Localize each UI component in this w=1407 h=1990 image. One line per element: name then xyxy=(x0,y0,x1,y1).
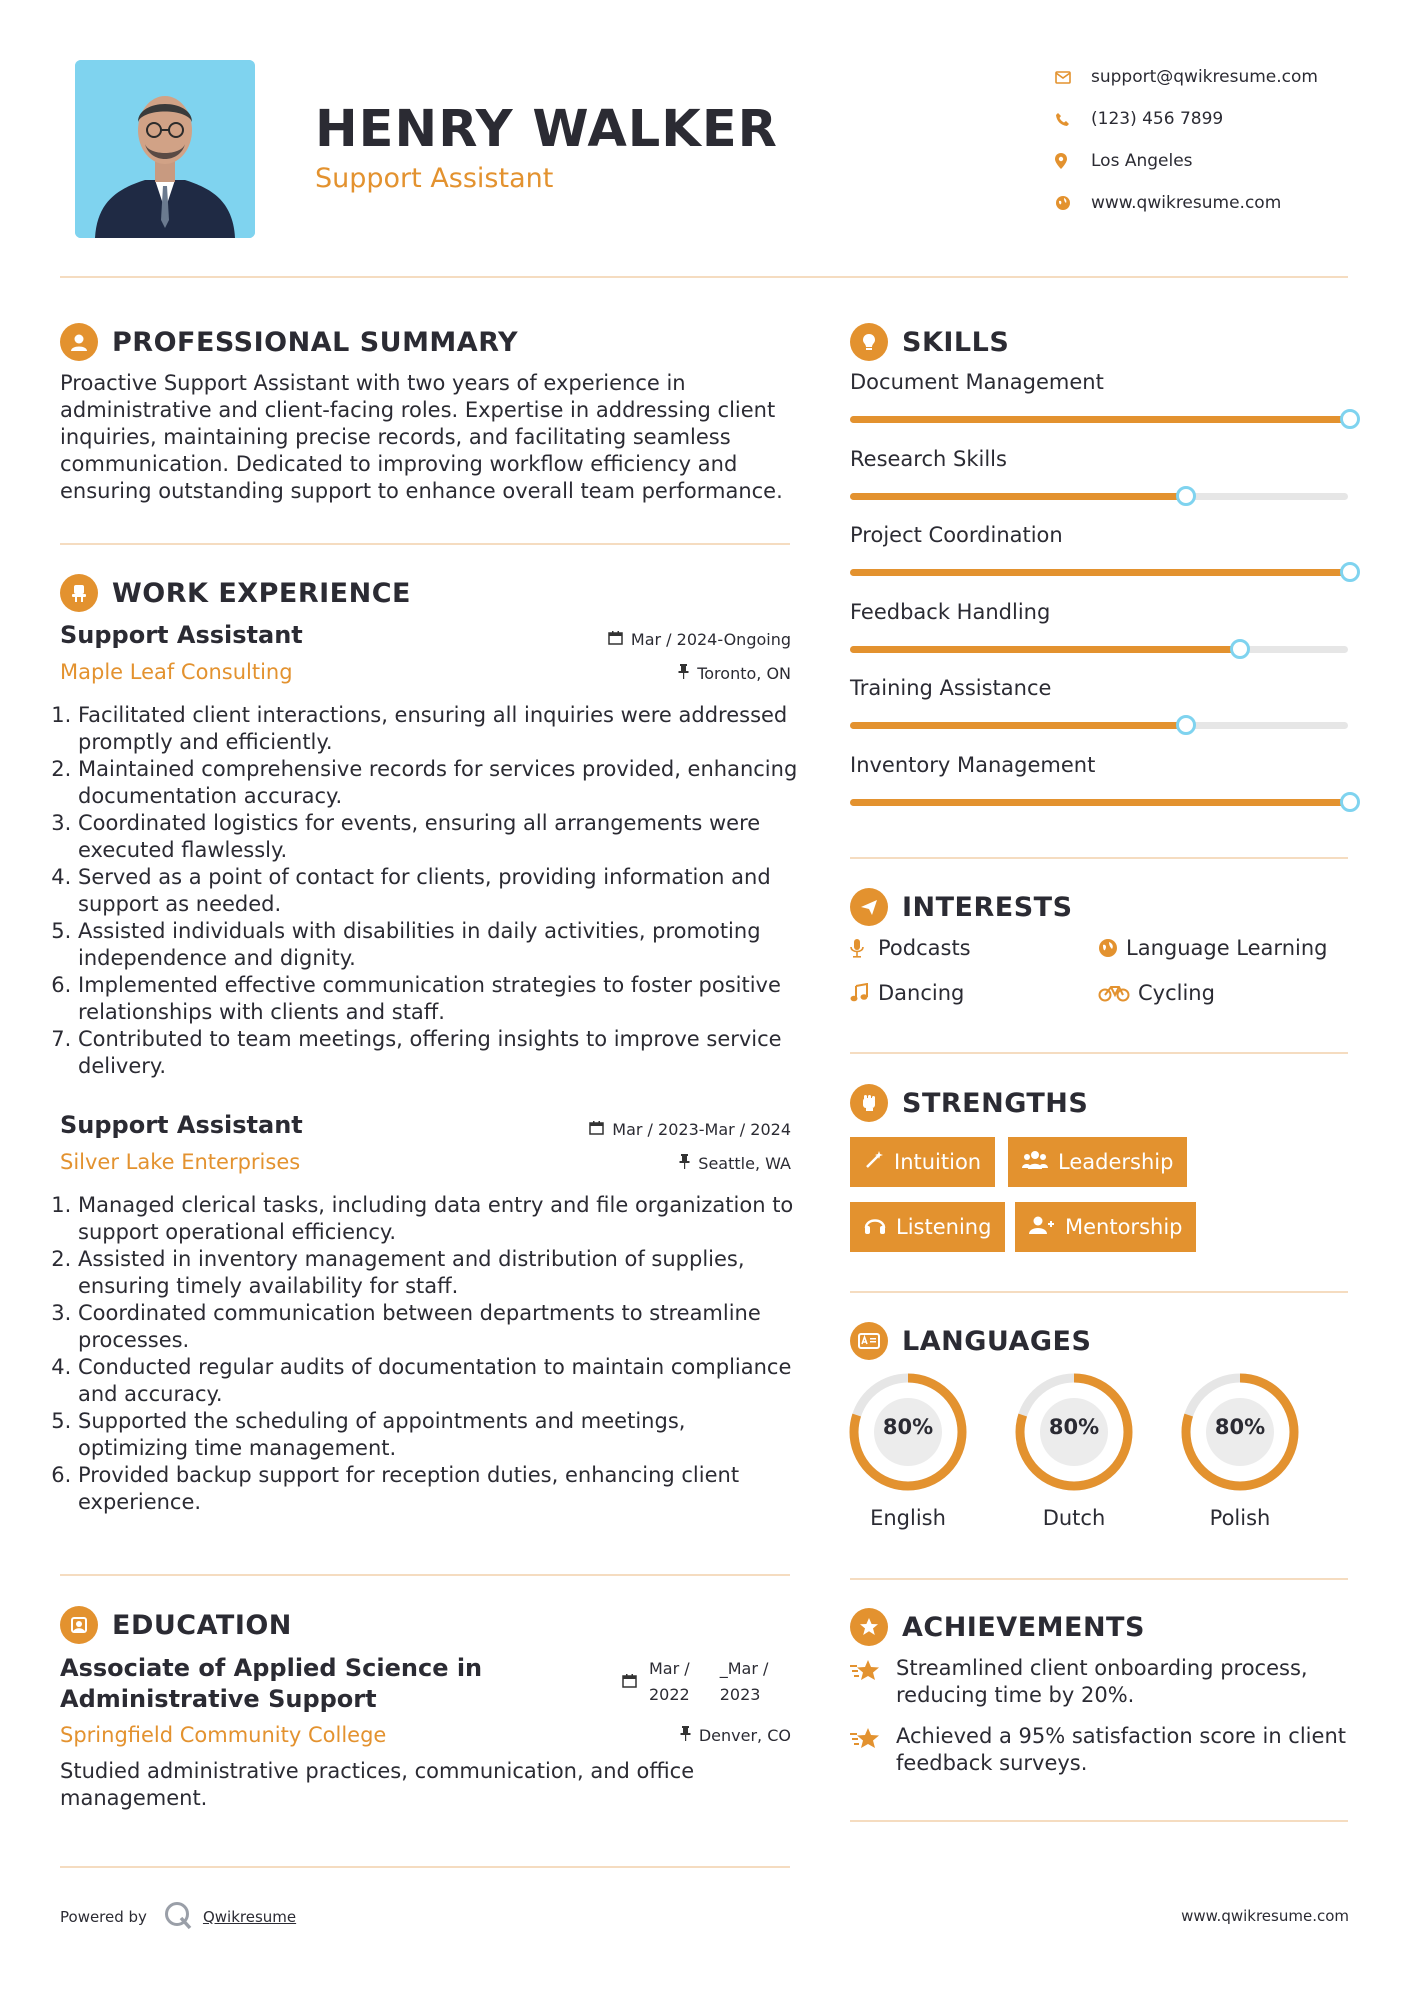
achievement-line: Streamlined client onboarding process, xyxy=(896,1656,1308,1680)
job-bullets xyxy=(60,702,800,1080)
languages-heading xyxy=(850,1322,1091,1360)
description-line: management. xyxy=(60,1786,208,1810)
achievement-line: Achieved a 95% satisfaction score in client xyxy=(896,1724,1346,1748)
skill-bar xyxy=(850,416,1348,423)
bicycle-icon xyxy=(1098,984,1138,1002)
job-dates xyxy=(589,1120,791,1139)
achievement-item xyxy=(850,1655,1308,1709)
education-description xyxy=(60,1758,800,1812)
summary-title: PROFESSIONAL SUMMARY xyxy=(112,326,519,358)
website-text: www.qwikresume.com xyxy=(1091,193,1282,213)
contact-phone[interactable] xyxy=(1055,98,1318,140)
start-date xyxy=(649,1656,690,1708)
languages-title: LANGUAGES xyxy=(902,1325,1092,1357)
achievements-heading xyxy=(850,1608,1145,1646)
footer-website[interactable]: www.qwikresume.com xyxy=(1181,1907,1349,1925)
end-year: 2023 xyxy=(719,1685,761,1704)
bullet-item: 6. Provided backup support for reception duties, enhancing client experience. xyxy=(78,1462,800,1516)
achievements-divider xyxy=(850,1820,1348,1822)
skill-bar-fill xyxy=(850,722,1184,729)
language-item xyxy=(1012,1370,1136,1530)
start-month: Mar / xyxy=(649,1659,690,1678)
achievement-line: feedback surveys. xyxy=(896,1751,1088,1775)
pushpin-icon xyxy=(678,664,689,683)
paper-plane-icon xyxy=(850,888,888,926)
language-name: English xyxy=(870,1506,946,1530)
skill-bar-fill xyxy=(850,416,1348,423)
language-item xyxy=(846,1370,970,1530)
bullet-item: 7. Contributed to team meetings, offering insights to improve service delivery. xyxy=(78,1026,800,1080)
strength-label: Mentorship xyxy=(1065,1215,1183,1239)
education-dates xyxy=(622,1656,768,1708)
interest-item xyxy=(850,981,964,1005)
skill-label: Feedback Handling xyxy=(850,599,1051,624)
interest-label: Language Learning xyxy=(1126,936,1328,960)
language-item xyxy=(1178,1370,1302,1530)
location-text: Toronto, ON xyxy=(697,664,791,683)
interest-label: Cycling xyxy=(1138,981,1215,1005)
interest-label: Dancing xyxy=(878,981,965,1005)
job-dates xyxy=(608,630,791,649)
interest-item xyxy=(1098,981,1215,1005)
microphone-icon xyxy=(850,938,878,958)
school-name: Springfield Community College xyxy=(60,1723,387,1747)
job-title: Support Assistant xyxy=(60,621,303,649)
pushpin-icon xyxy=(680,1726,691,1745)
contact-location xyxy=(1055,140,1318,182)
phone-icon xyxy=(1055,112,1085,127)
contact-website[interactable] xyxy=(1055,182,1318,224)
star-badge-icon xyxy=(850,1608,888,1646)
interests-divider xyxy=(850,1052,1348,1054)
strength-tag xyxy=(1015,1202,1196,1252)
education-location xyxy=(680,1726,791,1745)
company-name: Silver Lake Enterprises xyxy=(60,1150,301,1174)
skill-label: Research Skills xyxy=(850,446,1007,471)
calendar-icon xyxy=(608,630,623,649)
dates-text: Mar / 2024-Ongoing xyxy=(630,630,791,649)
powered-by-label: Powered by xyxy=(60,1908,147,1926)
calendar-icon xyxy=(622,1673,637,1692)
summary-line: communication. Dedicated to improving workflow efficiency and xyxy=(60,452,738,476)
language-percent: 80% xyxy=(1048,1415,1100,1439)
bullet-item: 3. Coordinated communication between departments to streamline processes. xyxy=(78,1300,800,1354)
globe-icon xyxy=(1055,195,1085,211)
dates-text: Mar / 2023-Mar / 2024 xyxy=(612,1120,791,1139)
interest-item xyxy=(850,936,971,960)
skill-bar xyxy=(850,722,1348,729)
summary-divider xyxy=(60,543,790,545)
skill-bar-fill xyxy=(850,493,1184,500)
header-divider xyxy=(60,276,1348,278)
end-month: _Mar / xyxy=(719,1659,769,1678)
language-percent: 80% xyxy=(1214,1415,1266,1439)
skill-bar xyxy=(850,493,1348,500)
strengths-title: STRENGTHS xyxy=(902,1087,1089,1119)
interests-title: INTERESTS xyxy=(902,891,1073,923)
phone-text: (123) 456 7899 xyxy=(1091,109,1224,129)
achievement-item xyxy=(850,1723,1346,1777)
skill-bar-knob xyxy=(1340,562,1360,582)
interest-item xyxy=(1098,936,1327,960)
start-year: 2022 xyxy=(649,1685,690,1704)
bullet-item: 1. Managed clerical tasks, including data entry and file organization to support operational efficiency. xyxy=(78,1192,800,1246)
pushpin-icon xyxy=(679,1154,690,1173)
skill-bar-fill xyxy=(850,569,1348,576)
calendar-icon xyxy=(589,1120,604,1139)
skills-heading xyxy=(850,323,1009,361)
lightbulb-icon xyxy=(850,323,888,361)
fist-icon xyxy=(850,1084,888,1122)
degree-title xyxy=(60,1653,482,1715)
bullet-item: 2. Maintained comprehensive records for services provided, enhancing documentation accuracy. xyxy=(78,756,800,810)
achievements-title: ACHIEVEMENTS xyxy=(902,1611,1145,1643)
graduate-icon xyxy=(60,1606,98,1644)
skill-bar xyxy=(850,799,1348,806)
achievement-text xyxy=(896,1655,1308,1709)
chair-icon xyxy=(60,574,98,612)
magic-wand-icon xyxy=(864,1150,884,1175)
skill-label: Inventory Management xyxy=(850,752,1096,777)
summary-line: inquiries, maintaining precise records, and facilitating seamless xyxy=(60,425,731,449)
job-title: Support Assistant xyxy=(60,1111,303,1139)
brand-link[interactable]: Qwikresume xyxy=(202,1908,297,1926)
email-icon xyxy=(1055,71,1085,84)
music-note-icon xyxy=(850,983,878,1003)
location-text: Seattle, WA xyxy=(698,1154,791,1173)
footer-powered xyxy=(60,1900,296,1934)
location-text: Los Angeles xyxy=(1091,151,1193,171)
interest-label: Podcasts xyxy=(878,936,971,960)
skill-bar xyxy=(850,569,1348,576)
end-date xyxy=(720,1656,769,1708)
language-name: Dutch xyxy=(1042,1506,1106,1530)
bullet-item: 4. Served as a point of contact for clients, providing information and support as needed. xyxy=(78,864,800,918)
skill-bar xyxy=(850,646,1348,653)
skill-bar-knob xyxy=(1176,715,1196,735)
skill-bar-knob xyxy=(1230,639,1250,659)
interests-heading xyxy=(850,888,1073,926)
candidate-title: Support Assistant xyxy=(315,163,554,194)
language-percent: 80% xyxy=(882,1415,934,1439)
skill-bar-fill xyxy=(850,646,1238,653)
experience-divider xyxy=(60,1574,790,1576)
company-name: Maple Leaf Consulting xyxy=(60,660,293,684)
language-card-icon xyxy=(850,1322,888,1360)
summary-heading xyxy=(60,323,518,361)
education-title: EDUCATION xyxy=(112,1609,292,1641)
strength-tag xyxy=(850,1137,995,1187)
group-icon xyxy=(1022,1150,1048,1175)
bullet-item: 6. Implemented effective communication strategies to foster positive relationships with clients and staff. xyxy=(78,972,800,1026)
user-plus-icon xyxy=(1029,1215,1055,1240)
skill-bar-knob xyxy=(1340,792,1360,812)
experience-heading xyxy=(60,574,411,612)
profile-photo xyxy=(75,60,255,238)
skill-bar-knob xyxy=(1176,486,1196,506)
strength-tag xyxy=(1008,1137,1187,1187)
strength-label: Leadership xyxy=(1058,1150,1174,1174)
summary-text xyxy=(60,370,800,505)
headphones-icon xyxy=(864,1215,886,1240)
bullet-item: 3. Coordinated logistics for events, ensuring all arrangements were executed flawlessly. xyxy=(78,810,800,864)
skill-bar-knob xyxy=(1340,409,1360,429)
location-text: Denver, CO xyxy=(698,1726,791,1745)
description-line: Studied administrative practices, communication, and office xyxy=(60,1759,695,1783)
star-icon xyxy=(850,1723,896,1777)
bullet-item: 5. Assisted individuals with disabilities in daily activities, promoting independence and dignity. xyxy=(78,918,800,972)
skill-bar-fill xyxy=(850,799,1348,806)
degree-line: Associate of Applied Science in xyxy=(60,1654,483,1682)
strength-label: Listening xyxy=(896,1215,992,1239)
achievement-line: reducing time by 20%. xyxy=(896,1683,1135,1707)
strengths-heading xyxy=(850,1084,1088,1122)
contact-list xyxy=(1055,56,1318,224)
strengths-divider xyxy=(850,1291,1348,1293)
job-location xyxy=(678,664,791,683)
languages-divider xyxy=(850,1578,1348,1580)
email-text: support@qwikresume.com xyxy=(1091,67,1318,87)
job-location xyxy=(679,1154,791,1173)
skills-title: SKILLS xyxy=(902,326,1010,358)
summary-line: administrative and client-facing roles. Expertise in addressing client xyxy=(60,398,776,422)
map-pin-icon xyxy=(1055,153,1085,169)
qwikresume-logo-icon xyxy=(163,1900,193,1934)
strength-tag xyxy=(850,1202,1005,1252)
candidate-name: HENRY WALKER xyxy=(315,100,778,159)
education-heading xyxy=(60,1606,292,1644)
job-bullets xyxy=(60,1192,800,1516)
skill-label: Document Management xyxy=(850,370,1104,394)
summary-line: Proactive Support Assistant with two years of experience in xyxy=(60,371,686,395)
skill-label: Project Coordination xyxy=(850,523,1063,547)
star-icon xyxy=(850,1655,896,1709)
language-name: Polish xyxy=(1209,1506,1271,1530)
bullet-item: 1. Facilitated client interactions, ensuring all inquiries were addressed promptly and efficiently. xyxy=(78,702,800,756)
bullet-item: 4. Conducted regular audits of documentation to maintain compliance and accuracy. xyxy=(78,1354,800,1408)
degree-line: Administrative Support xyxy=(60,1685,377,1713)
skill-label: Training Assistance xyxy=(850,676,1052,700)
strength-label: Intuition xyxy=(894,1150,982,1174)
globe-icon xyxy=(1098,938,1126,958)
summary-line: ensuring outstanding support to enhance overall team performance. xyxy=(60,479,783,503)
education-divider xyxy=(60,1866,790,1868)
achievement-text xyxy=(896,1723,1346,1777)
bullet-item: 5. Supported the scheduling of appointments and meetings, optimizing time management. xyxy=(78,1408,800,1462)
bullet-item: 2. Assisted in inventory management and distribution of supplies, ensuring timely availability for staff. xyxy=(78,1246,800,1300)
contact-email[interactable] xyxy=(1055,56,1318,98)
skills-divider xyxy=(850,857,1348,859)
user-icon xyxy=(60,323,98,361)
experience-title: WORK EXPERIENCE xyxy=(112,577,411,609)
